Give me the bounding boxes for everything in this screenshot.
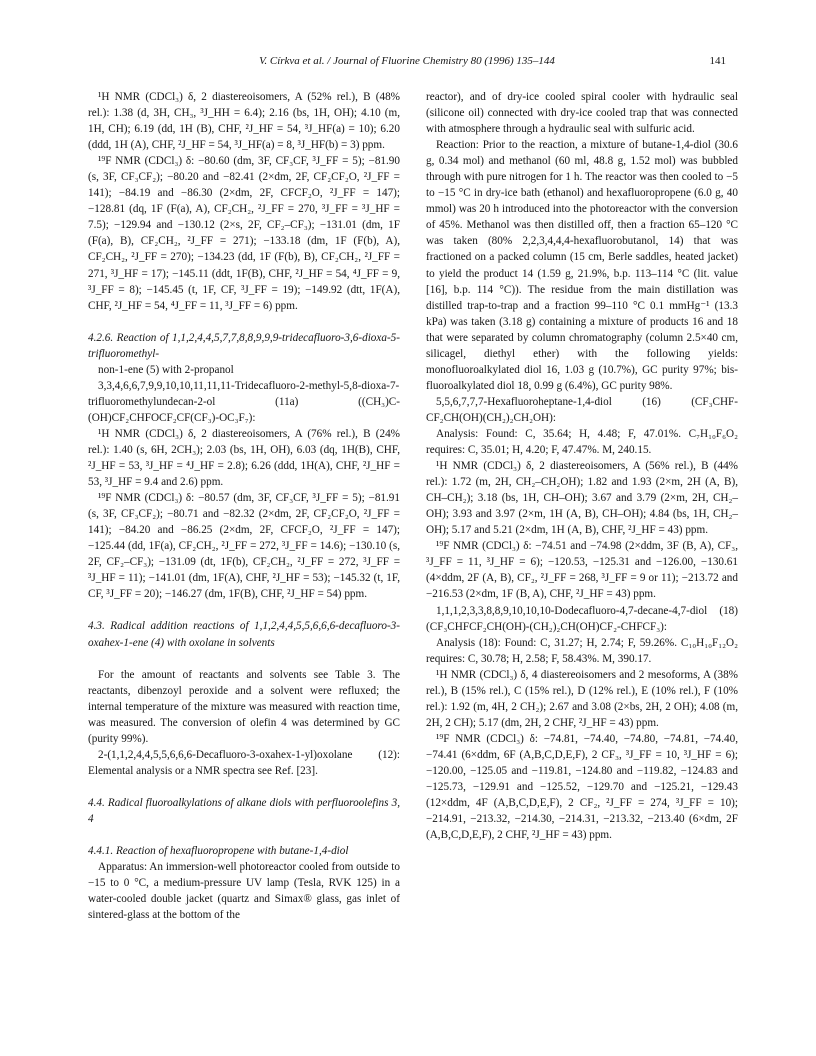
paragraph: 1,1,1,2,3,3,8,8,9,10,10,10-Dodecafluoro-4,7-decane-4,7-diol (18) (CF₃CHFCF₂CH(OH)-(CH₂)₂CH(OH)CF₂-CHFCF₃):: [426, 604, 738, 633]
paragraph: ¹⁹F NMR (CDCl₃) δ: −74.81, −74.40, −74.80, −74.81, −74.40, −74.41 (6×ddm, 6F (A,B,C,D,E,F), 2 CF₃, ³J_FF = 10, ³J_HF = 6); −120.00, −125.05 and −119.81, −124.80 and −119.82, −124.83 and −125.73, −129.91 and −125.52, −129.70 and −125.21, −129.43 (12×ddm, 4F (A,B,C,D,E,F), 2 CF₂, ²J_FF = 274, ³J_FF = 10); −214.91, −213.32, −214.30, −214.31, −213.32, −213.40 (6×dm, 2F (A,B,C,D,E,F), 2 CHF, ²J_HF = 43) ppm.: [426, 732, 738, 842]
paragraph: 3,3,4,6,6,7,9,9,10,10,11,11,11-Tridecafluoro-2-methyl-5,8-dioxa-7-trifluoromethylundecan-2-ol (11a) ((CH₃)C-(OH)CF₂CHFOCF₂CF(CF₃)-OC₃F₇):: [88, 379, 400, 424]
section-heading-continued: non-1-ene (5) with 2-propanol: [98, 363, 234, 376]
section-heading: 4.2.6. Reaction of 1,1,2,4,4,5,7,7,8,8,9,9,9-tridecafluoro-3,6-dioxa-5-trifluoromethyl-: [88, 331, 400, 360]
paragraph: ¹H NMR (CDCl₃) δ, 4 diastereoisomers and 2 mesoforms, A (38% rel.), B (15% rel.), C (15% rel.), D (12% rel.), E (10% rel.), F (10% rel.): 1.92 (m, 4H, 2 CH₂); 2.67 and 3.08 (2×bs, 2H, 2 OH); 4.08 (m, 2H, 2 CH); 5.17 (dm, 2H, 2 CHF, ²J_HF = 43) ppm.: [426, 668, 738, 729]
paragraph: ¹⁹F NMR (CDCl₃) δ: −80.57 (dm, 3F, CF₃CF, ³J_FF = 5); −81.91 (s, 3F, CF₃CF₂); −80.71 and −82.32 (2×dm, 2F, CF₂CF₂O, ²J_FF = 141); −84.20 and −86.25 (2×dm, 2F, CFCF₂O, ²J_FF = 147); −125.44 (dd, 1F(a), CF₂CH₂, ²J_FF = 272, ³J_FF = 14.6); −130.10 (s, 2F, CF₂–CF₃); −131.09 (dt, 1F(b), CF₂CH₂, ²J_FF = 272, ³J_FF = ³J_HF = 11); −141.01 (dm, 1F(A), CHF, ²J_HF = 53); −145.32 (t, 1F, CF, ³J_FF = 20); −146.27 (dm, 1F(B), CHF, ²J_HF = 54) ppm.: [88, 492, 400, 601]
paragraph: ¹⁹F NMR (CDCl₃) δ: −80.60 (dm, 3F, CF₃CF, ³J_FF = 5); −81.90 (s, 3F, CF₃CF₂); −80.20 and −82.41 (2×dm, 2F, CF₂CF₂O, ²J_FF = 141); −84.19 and −86.30 (2×dm, 2F, CFCF₂O, ²J_FF = 147); −128.81 (dq, 1F (F(a), A), CF₂CH₂, ²J_FF = 270, ³J_FF = ³J_HF = 7.5); −129.94 and −130.12 (2×s, 2F, CF₂–CF₃); −131.01 (dm, 1F (F(a), B), CF₂CH₂, ²J_FF = 271); −133.18 (dm, 1F (F(b), A), CF₂CH₂, ²J_FF = 270); −134.23 (dd, 1F (F(b), B), CF₂CH₂, ²J_FF = 271, ³J_HF = 17); −145.11 (ddt, 1F(B), CHF, ²J_HF = 54, ⁴J_FF = 9, ³J_FF = 8); −145.45 (t, 1F, CF, ³J_FF = 19); −149.92 (dtt, 1F(A), CHF, ²J_HF = 54, ⁴J_FF = 11, ³J_FF = 6) ppm.: [88, 155, 400, 312]
running-header: [88, 55, 726, 71]
section-heading: 4.3. Radical addition reactions of 1,1,2,4,4,5,5,6,6,6-decafluoro-3-oxahex-1-ene (4) with oxolane in solvents: [88, 620, 400, 649]
paragraph: 2-(1,1,2,4,4,5,5,6,6,6-Decafluoro-3-oxahex-1-yl)oxolane (12): Elemental analysis or a NMR spectra see Ref. [23].: [88, 748, 400, 777]
paragraph: ¹H NMR (CDCl₃) δ, 2 diastereoisomers, A (52% rel.), B (48% rel.): 1.38 (d, 3H, CH₃, ³J_HH = 6.4); 2.16 (bs, 1H, OH); 4.10 (m, 1H, CH); 6.19 (dd, 1H (B), CHF, ²J_HF = 54, ³J_HF(a) = 10); 6.20 (ddd, 1H (A), CHF, ²J_HF = 54, ³J_HF(a) = 8, ³J_HF(b) = 3) ppm.: [88, 91, 400, 152]
paragraph: Analysis: Found: C, 35.64; H, 4.48; F, 47.01%. C₇H₁₀F₆O₂ requires: C, 35.01; H, 4.20; F, 47.47%. M, 240.15.: [426, 427, 738, 457]
paragraph: ¹⁹F NMR (CDCl₃) δ: −74.51 and −74.98 (2×ddm, 3F (B, A), CF₃, ³J_FF = 11, ³J_HF = 6); −120.53, −125.31 and −126.00, −130.61 (4×ddm, 2F (A, B), CF₂, ²J_FF = 268, ³J_FF = 9 or 11); −213.72 and −216.53 (2×dm, 1F (B, A), CHF, ²J_HF = 43) ppm.: [426, 540, 738, 601]
paragraph: Analysis (18): Found: C, 31.27; H, 2.74; F, 59.26%. C₁₀H₁₀F₁₂O₂ requires: C, 30.78; H, 2.58; F, 58.43%. M, 390.17.: [426, 636, 738, 665]
paragraph: 5,5,6,7,7,7-Hexafluoroheptane-1,4-diol (16) (CF₃CHF-CF₂CH(OH)(CH₂)₂CH₂OH):: [426, 395, 738, 424]
left-column: [88, 89, 400, 923]
subsection-heading: 4.4.1. Reaction of hexafluoropropene with butane-1,4-diol: [88, 844, 349, 857]
paragraph: Apparatus: An immersion-well photoreactor cooled from outside to −15 to 0 °C, a medium-pressure UV lamp (Tesla, RVK 125) in a water-cooled double jacket (quartz and Simax® glass, gas inlet of sintered-glass at the bottom of the: [88, 861, 400, 922]
running-title: V. Církva et al. / Journal of Fluorine Chemistry 80 (1996) 135–144: [259, 55, 555, 67]
paragraph: ¹H NMR (CDCl₃) δ, 2 diastereoisomers, A (76% rel.), B (24% rel.): 1.40 (s, 6H, 2CH₃); 2.03 (bs, 1H, OH), 6.03 (dq, 1H(B), CHF, ²J_HF = 53, ³J_HF = ⁴J_HF = 2.8); 6.26 (ddd, 1H(A), CHF, ²J_HF = 53, ³J_HF = 9.4 and 2.6) ppm.: [88, 427, 400, 489]
page-number: 141: [709, 55, 726, 67]
paragraph: ¹H NMR (CDCl₃) δ, 2 diastereoisomers, A (56% rel.), B (44% rel.): 1.72 (m, 2H, CH₂–CH₂OH); 1.82 and 1.93 (2×m, 2H (A, B), CH–CH₂); 3.18 (bs, 1H, CH–OH); 3.67 and 3.79 (2×m, 2H, CH₂–OH); 3.93 and 3.97 (2×m, 1H (A, B), CH–OH); 4.84 (bs, 1H, CH₂–OH); 5.17 and 5.21 (2×dm, 1H (A, B), CHF, ²J_HF = 43) ppm.: [426, 460, 738, 537]
paragraph: reactor), and of dry-ice cooled spiral cooler with hydraulic seal (silicone oil) connected with dry-ice cooled trap that was connected with atmosphere through a hydraulic seal with sulfuric acid.: [426, 91, 738, 136]
right-column: [426, 89, 738, 843]
section-heading: 4.4. Radical fluoroalkylations of alkane diols with perfluoroolefins 3, 4: [88, 796, 400, 825]
paragraph: Reaction: Prior to the reaction, a mixture of butane-1,4-diol (30.6 g, 0.34 mol) and methanol (60 ml, 48.8 g, 1.52 mol) was bubbled through with pure nitrogen for 1 h. The reactor was then cooled to −5 to −15 °C in dry-ice bath (ethanol) and hexafluoropropene (6.0 g, 40 mmol) was 20 h introduced into the photoreactor with the conversion of 45%. Methanol was then distilled off, then a fraction 65–120 °C was taken (80% 2,2,3,4,4,4-hexafluorobutanol, 14) that was fractioned on a packed column (15 cm, Berle saddles, heated jacket) to yield the product 14 (1.59 g, 21.9%, b.p. 113–114 °C (lit. value [16], b.p. 114 °C)). The residue from the main distillation was distilled trap-to-trap and a fraction 99–110 °C 0.1 mmHg⁻¹ (13.3 kPa) was taken (3.18 g) containing a mixture of products 16 and 18 that were separated by column chromatography (column 2.5×40 cm, silicagel, diethyl ether) with the following yields: monofluoroalkylated diol 16, 1.03 g (10.7%), GC purity 97%; bis-fluoroalkylated diol 18, 0.99 g (6.4%), GC purity 98%.: [426, 139, 738, 392]
paragraph: For the amount of reactants and solvents see Table 3. The reactants, dibenzoyl peroxide and a solvent were refluxed; the internal temperature of the mixture was measured with reaction time, was measured. The conversion of olefin 4 was determined by GC (purity 99%).: [88, 668, 400, 745]
